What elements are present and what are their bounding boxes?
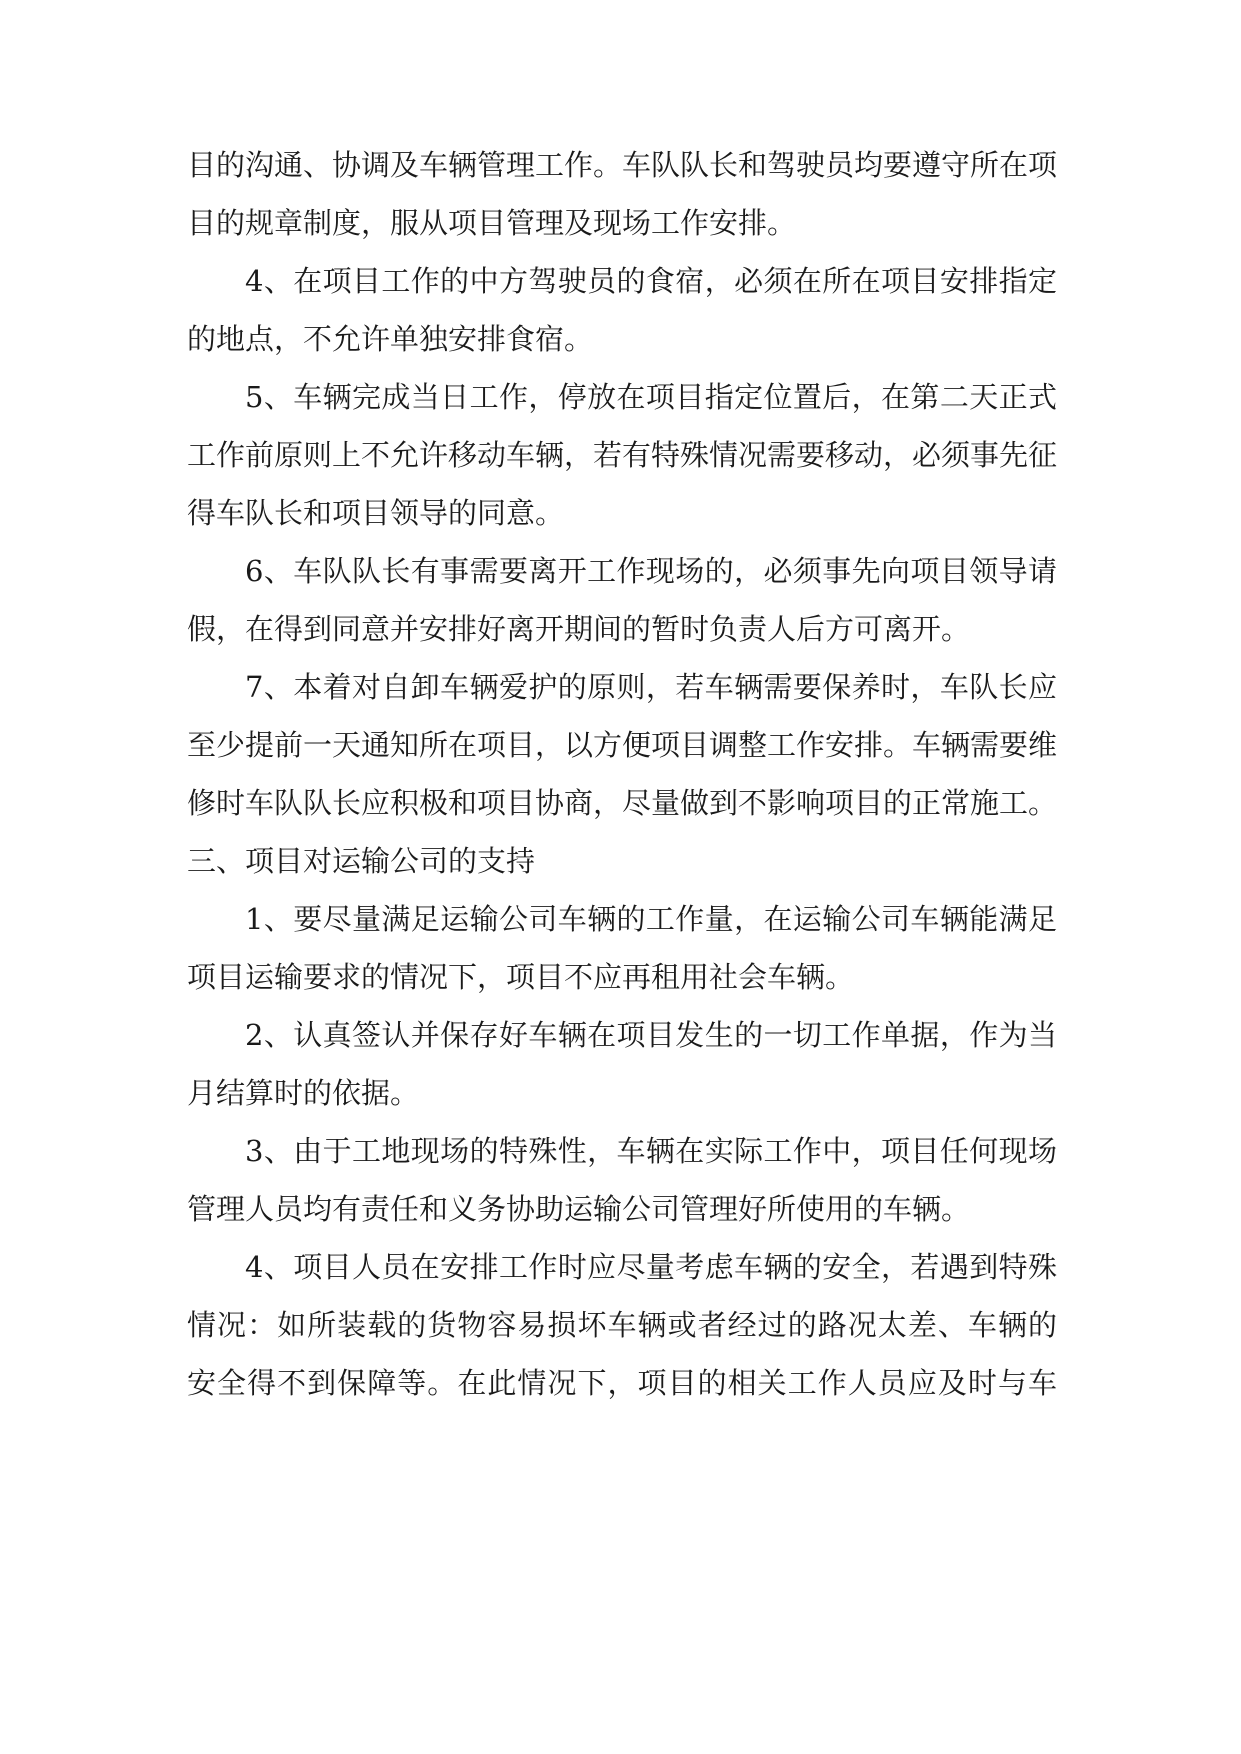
list-item-4-line: 4、在项目工作的中方驾驶员的食宿，必须在所在项目安排指定 (245, 264, 1057, 298)
body-text-line: 月结算时的依据。 (187, 1076, 420, 1110)
list-item-4b-line: 4、项目人员在安排工作时应尽量考虑车辆的安全，若遇到特殊 (245, 1250, 1057, 1284)
body-text-line: 至少提前一天通知所在项目，以方便项目调整工作安排。车辆需要维 (187, 728, 1058, 762)
body-text-line: 得车队长和项目领导的同意。 (187, 496, 565, 530)
body-text-line: 项目运输要求的情况下，项目不应再租用社会车辆。 (187, 960, 855, 994)
body-text-line: 修时车队队长应积极和项目协商，尽量做到不影响项目的正常施工。 (187, 786, 1058, 820)
body-text-line: 目的沟通、协调及车辆管理工作。车队队长和驾驶员均要遵守所在项 (187, 148, 1058, 182)
body-text-line: 工作前原则上不允许移动车辆，若有特殊情况需要移动，必须事先征 (187, 438, 1058, 472)
list-item-7-line: 7、本着对自卸车辆爱护的原则，若车辆需要保养时，车队长应 (245, 670, 1057, 704)
body-text-line: 的地点，不允许单独安排食宿。 (187, 322, 594, 356)
list-item-1-line: 1、要尽量满足运输公司车辆的工作量，在运输公司车辆能满足 (245, 902, 1057, 936)
body-text-line: 管理人员均有责任和义务协助运输公司管理好所使用的车辆。 (187, 1192, 971, 1226)
list-item-6-line: 6、车队队长有事需要离开工作现场的，必须事先向项目领导请 (245, 554, 1057, 588)
body-text-line: 目的规章制度，服从项目管理及现场工作安排。 (187, 206, 797, 240)
body-text-line: 安全得不到保障等。在此情况下，项目的相关工作人员应及时与车 (187, 1366, 1057, 1400)
body-text-line: 假，在得到同意并安排好离开期间的暂时负责人后方可离开。 (187, 612, 971, 646)
section-heading: 三、项目对运输公司的支持 (187, 844, 536, 878)
list-item-3-line: 3、由于工地现场的特殊性，车辆在实际工作中，项目任何现场 (245, 1134, 1057, 1168)
list-item-2-line: 2、认真签认并保存好车辆在项目发生的一切工作单据，作为当 (245, 1018, 1057, 1052)
list-item-5-line: 5、车辆完成当日工作，停放在项目指定位置后，在第二天正式 (245, 380, 1057, 414)
body-text-line: 情况：如所装载的货物容易损坏车辆或者经过的路况太差、车辆的 (187, 1308, 1057, 1342)
